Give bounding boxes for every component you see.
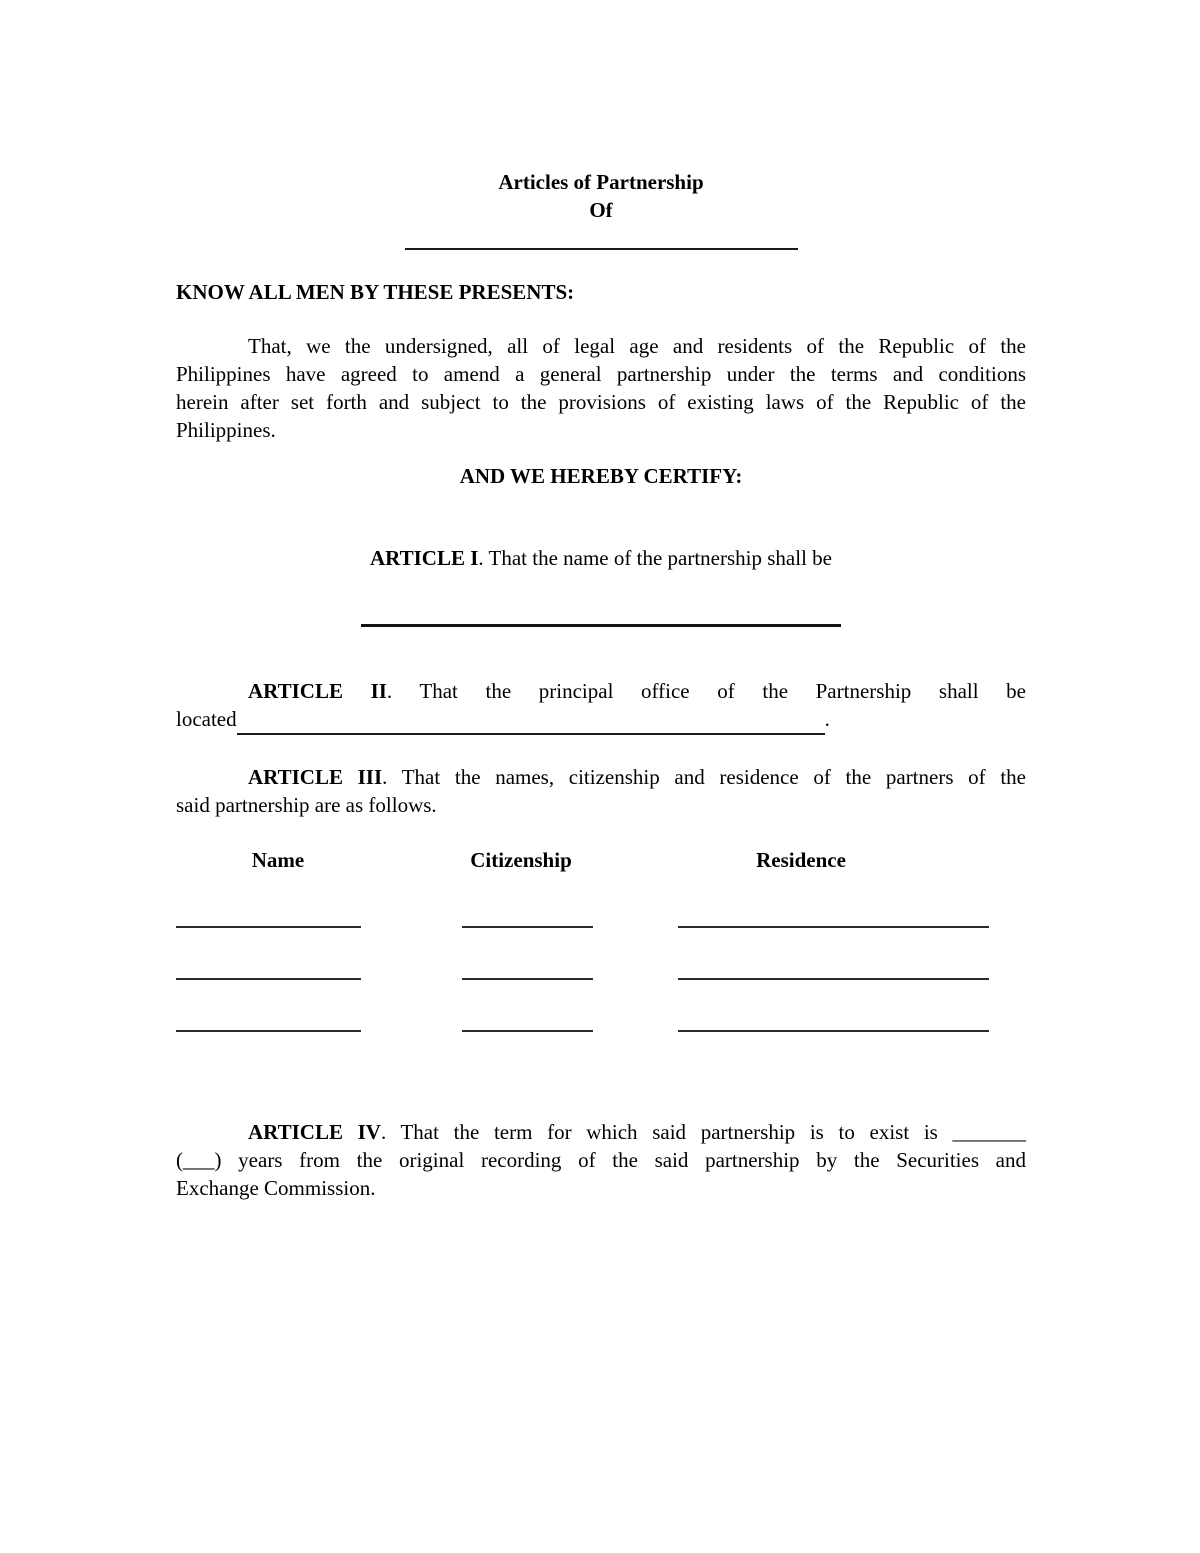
- article-i-label: ARTICLE I: [370, 546, 479, 570]
- certify-heading: AND WE HEREBY CERTIFY:: [459, 464, 743, 488]
- partner-name-blank[interactable]: [176, 926, 361, 928]
- partner-row: [176, 1030, 1026, 1032]
- preamble-line: That, we the undersigned, all of legal age and residents of the Republic of the: [248, 334, 1026, 358]
- salutation: KNOW ALL MEN BY THESE PRESENTS:: [176, 280, 575, 304]
- article-iv-paragraph: [176, 1118, 1026, 1202]
- preamble-line: Philippines.: [176, 418, 276, 442]
- partner-residence-blank[interactable]: [678, 978, 989, 980]
- partner-row: [176, 926, 1026, 928]
- article-iv-line3: Exchange Commission.: [176, 1176, 376, 1200]
- column-header-name: Name: [251, 848, 305, 872]
- article-iv-line2-text: years from the original recording of the said partnership by the Securities and: [238, 1148, 1027, 1172]
- article-ii-line1: [176, 677, 1026, 705]
- article-iv-label: ARTICLE IV: [248, 1120, 381, 1144]
- article-iii-line1: [176, 763, 1026, 791]
- partner-name-blank[interactable]: [176, 1030, 361, 1032]
- article-iii-label: ARTICLE III: [248, 765, 383, 789]
- article-ii-period: .: [824, 707, 830, 731]
- article-i-name-blank[interactable]: [361, 624, 841, 627]
- partner-name-blank[interactable]: [176, 978, 361, 980]
- preamble-line: herein after set forth and subject to the provisions of existing laws of the Republic of the: [176, 390, 1026, 414]
- partnership-name-blank-top[interactable]: [405, 248, 798, 250]
- article-ii-paragraph: [176, 677, 1026, 735]
- partner-citizenship-blank[interactable]: [462, 978, 593, 980]
- partner-citizenship-blank[interactable]: [462, 926, 593, 928]
- column-header-citizenship: Citizenship: [470, 848, 572, 872]
- article-iv-text: . That the term for which said partnership is to exist is: [380, 1120, 938, 1144]
- document-title-line1: Articles of Partnership: [498, 170, 704, 194]
- office-location-blank[interactable]: [237, 733, 825, 735]
- article-i-text: . That the name of the partnership shall be: [478, 546, 832, 570]
- term-years-blank[interactable]: _______: [952, 1120, 1027, 1144]
- article-iii-line2: said partnership are as follows.: [176, 793, 437, 817]
- article-iv-line1: [176, 1118, 1026, 1146]
- partner-residence-blank[interactable]: [678, 926, 989, 928]
- document-title-line2: Of: [589, 198, 613, 222]
- term-years-numeric-blank[interactable]: (___): [176, 1148, 222, 1172]
- partner-citizenship-blank[interactable]: [462, 1030, 593, 1032]
- partners-table-header-row: [176, 846, 1026, 874]
- partner-row: [176, 978, 1026, 980]
- article-ii-line2: [176, 705, 1026, 735]
- column-header-residence: Residence: [756, 848, 846, 872]
- article-iv-line2: [176, 1146, 1026, 1174]
- preamble-paragraph: [176, 332, 1026, 444]
- article-ii-located-word: located: [176, 707, 237, 731]
- article-iii-paragraph: [176, 763, 1026, 819]
- preamble-line: Philippines have agreed to amend a general partnership under the terms and conditions: [176, 362, 1026, 386]
- article-ii-text: . That the principal office of the Partnership shall be: [386, 679, 1027, 703]
- article-ii-label: ARTICLE II: [248, 679, 387, 703]
- partner-residence-blank[interactable]: [678, 1030, 989, 1032]
- article-i-paragraph: [176, 544, 1026, 572]
- article-iii-text: . That the names, citizenship and residence of the partners of the: [382, 765, 1027, 789]
